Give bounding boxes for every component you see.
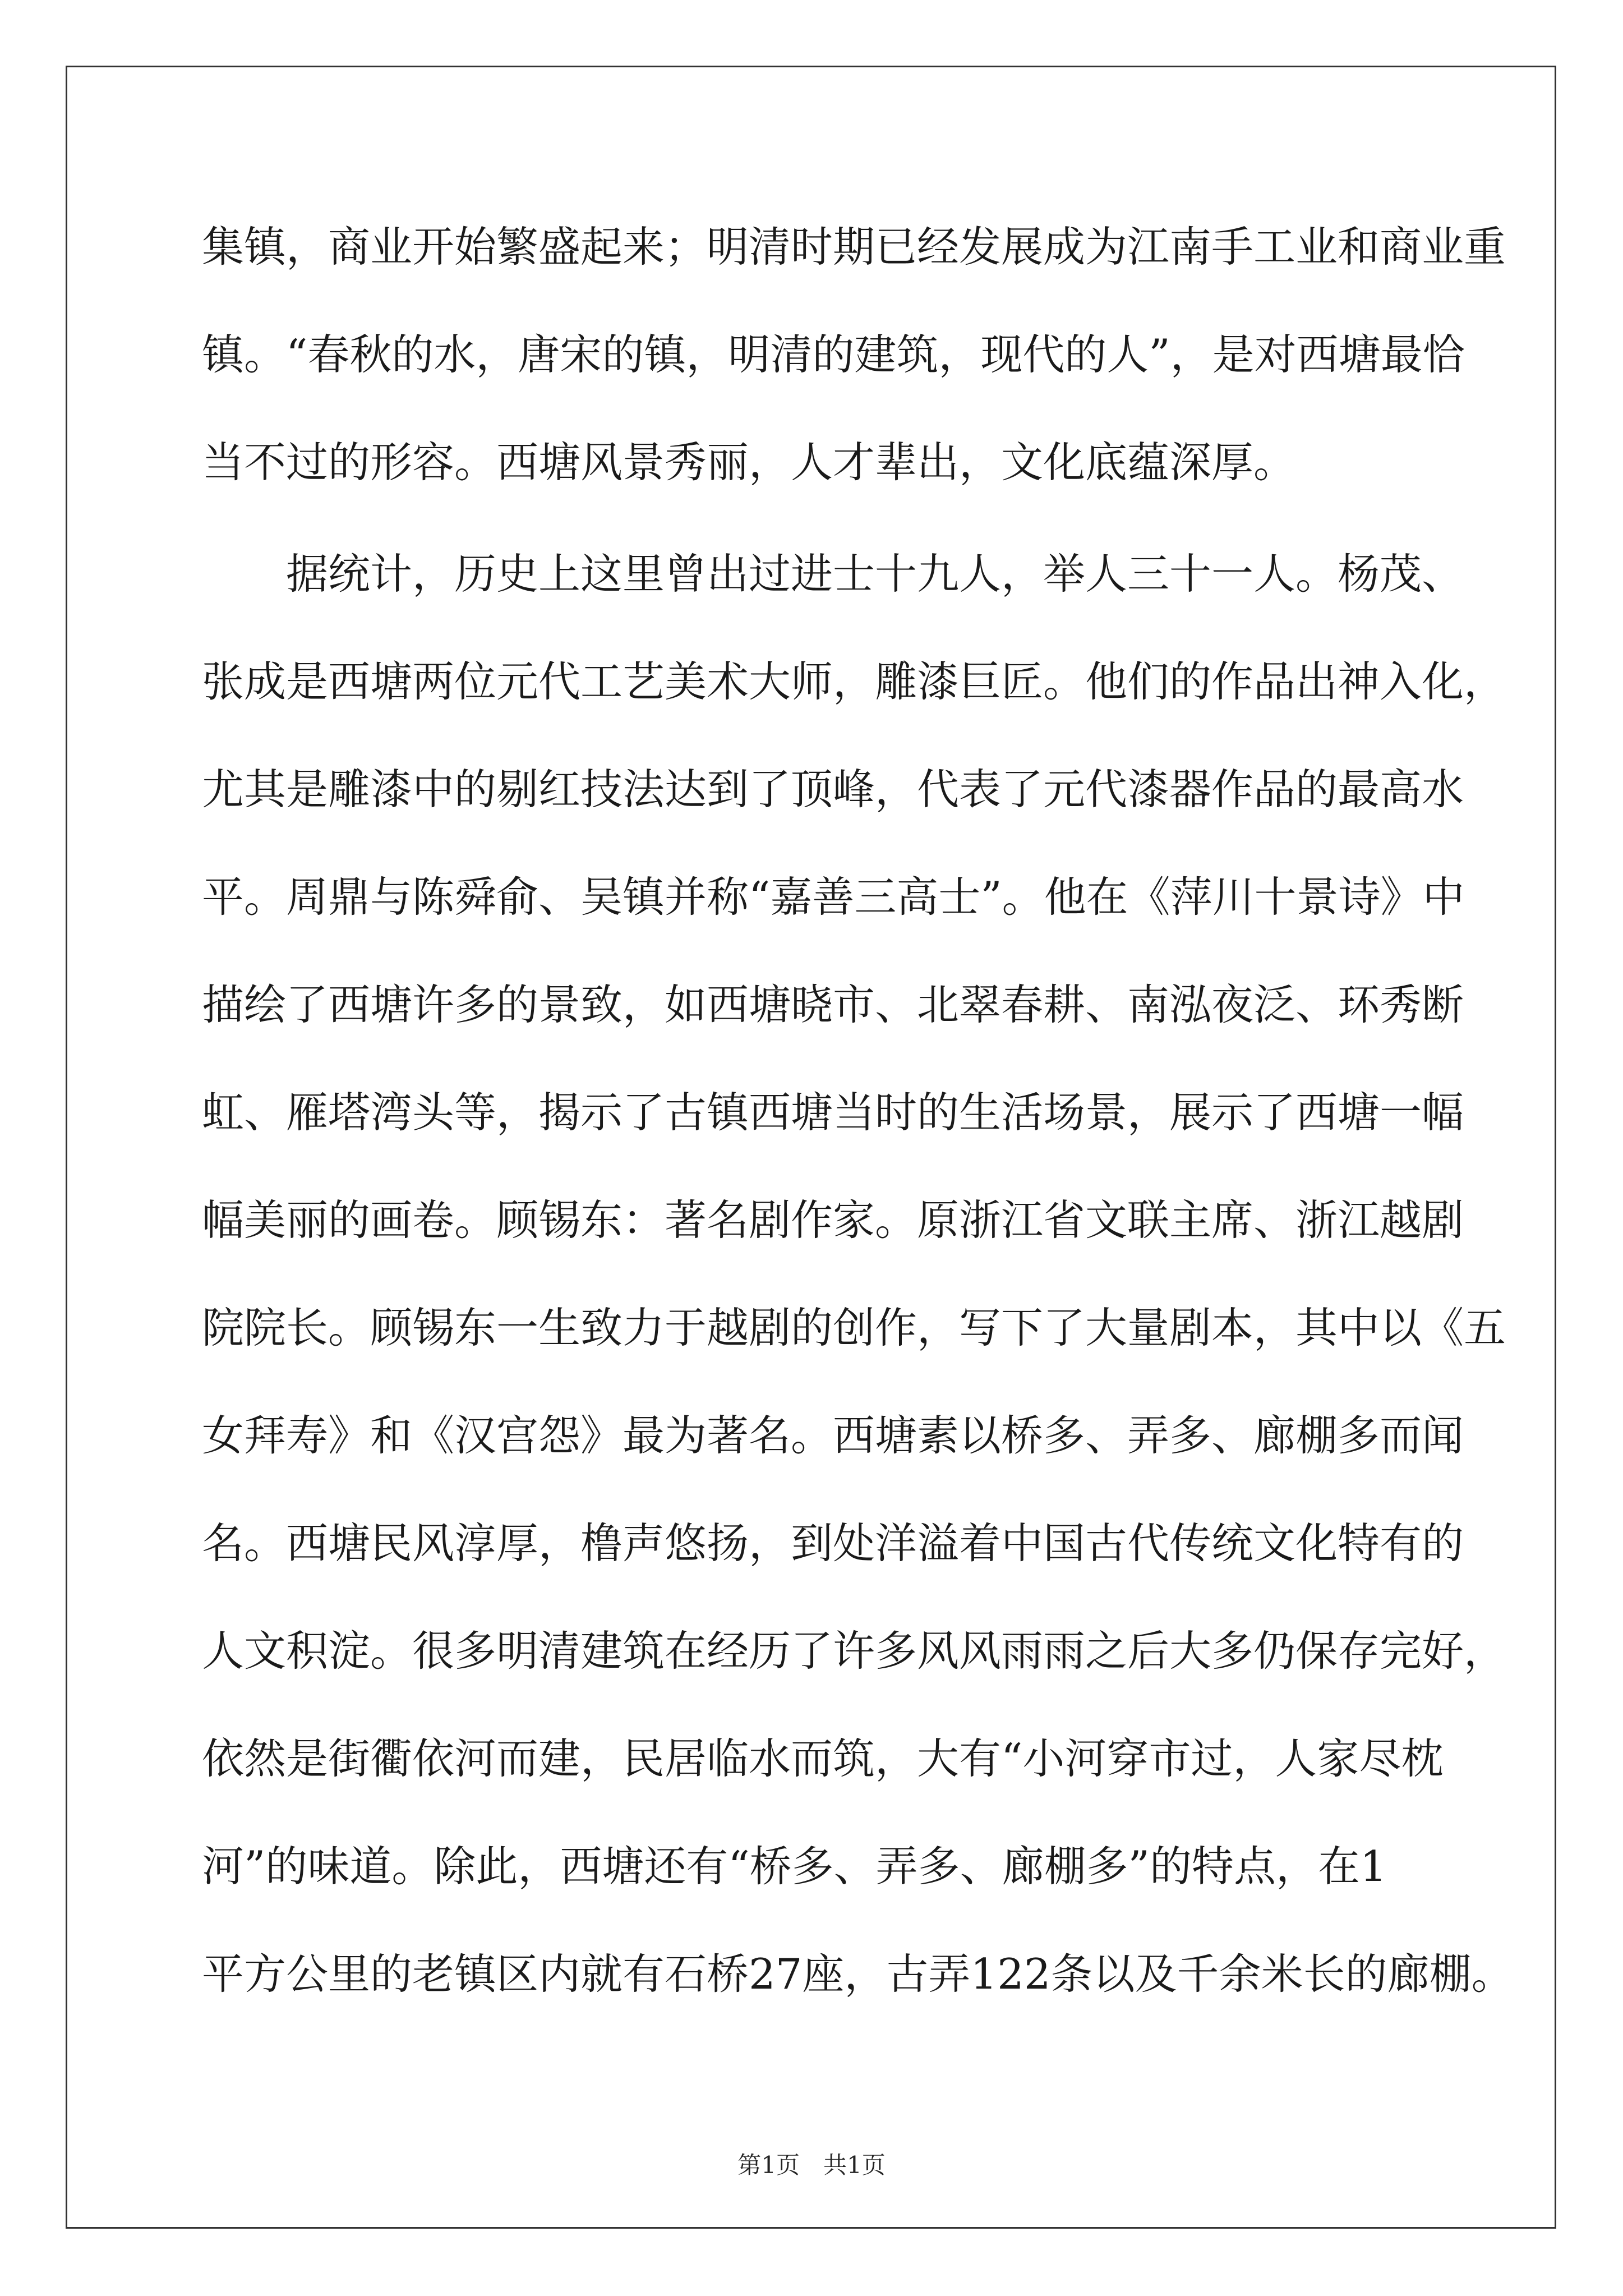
text-line-16: 河”的味道。除此，西塘还有“桥多、弄多、廊棚多”的特点，在1: [202, 1842, 1387, 1891]
text-line-13: 名。西塘民风淳厚，橹声悠扬，到处洋溢着中国古代传统文化特有的: [202, 1519, 1464, 1568]
text-line-3: 当不过的形容。西塘风景秀丽，人才辈出，文化底蕴深厚。: [202, 438, 1296, 487]
text-line-9: 虹、雁塔湾头等，揭示了古镇西塘当时的生活场景，展示了西塘一幅: [202, 1088, 1464, 1137]
text-line-8: 描绘了西塘许多的景致，如西塘晓市、北翠春耕、南泓夜泛、环秀断: [202, 980, 1464, 1029]
page-footer: 第1页 共1页: [737, 2151, 886, 2179]
text-line-6: 尤其是雕漆中的剔红技法达到了顶峰，代表了元代漆器作品的最高水: [202, 765, 1464, 814]
text-line-15: 依然是街衢依河而建，民居临水而筑，大有“小河穿市过，人家尽枕: [202, 1734, 1444, 1783]
text-line-1: 集镇，商业开始繁盛起来；明清时期已经发展成为江南手工业和商业重: [202, 222, 1506, 272]
text-line-10: 幅美丽的画卷。顾锡东：著名剧作家。原浙江省文联主席、浙江越剧: [202, 1195, 1464, 1245]
text-line-11: 院院长。顾锡东一生致力于越剧的创作，写下了大量剧本，其中以《五: [202, 1303, 1506, 1352]
text-line-5: 张成是西塘两位元代工艺美术大师，雕漆巨匠。他们的作品出神入化，: [202, 657, 1506, 706]
page-border: [66, 66, 1556, 2229]
text-line-7: 平。周鼎与陈舜俞、吴镇并称“嘉善三高士”。他在《萍川十景诗》中: [202, 872, 1465, 922]
text-line-2: 镇。“春秋的水，唐宋的镇，明清的建筑，现代的人”，是对西塘最恰: [202, 330, 1465, 379]
text-line-12: 女拜寿》和《汉宫怨》最为著名。西塘素以桥多、弄多、廊棚多而闻: [202, 1411, 1464, 1460]
text-line-4: 据统计，历史上这里曾出过进士十九人，举人三十一人。杨茂、: [202, 549, 1464, 599]
text-line-14: 人文积淀。很多明清建筑在经历了许多风风雨雨之后大多仍保存完好，: [202, 1626, 1506, 1676]
text-line-17: 平方公里的老镇区内就有石桥27座，古弄122条以及千余米长的廊棚。: [202, 1949, 1514, 1999]
